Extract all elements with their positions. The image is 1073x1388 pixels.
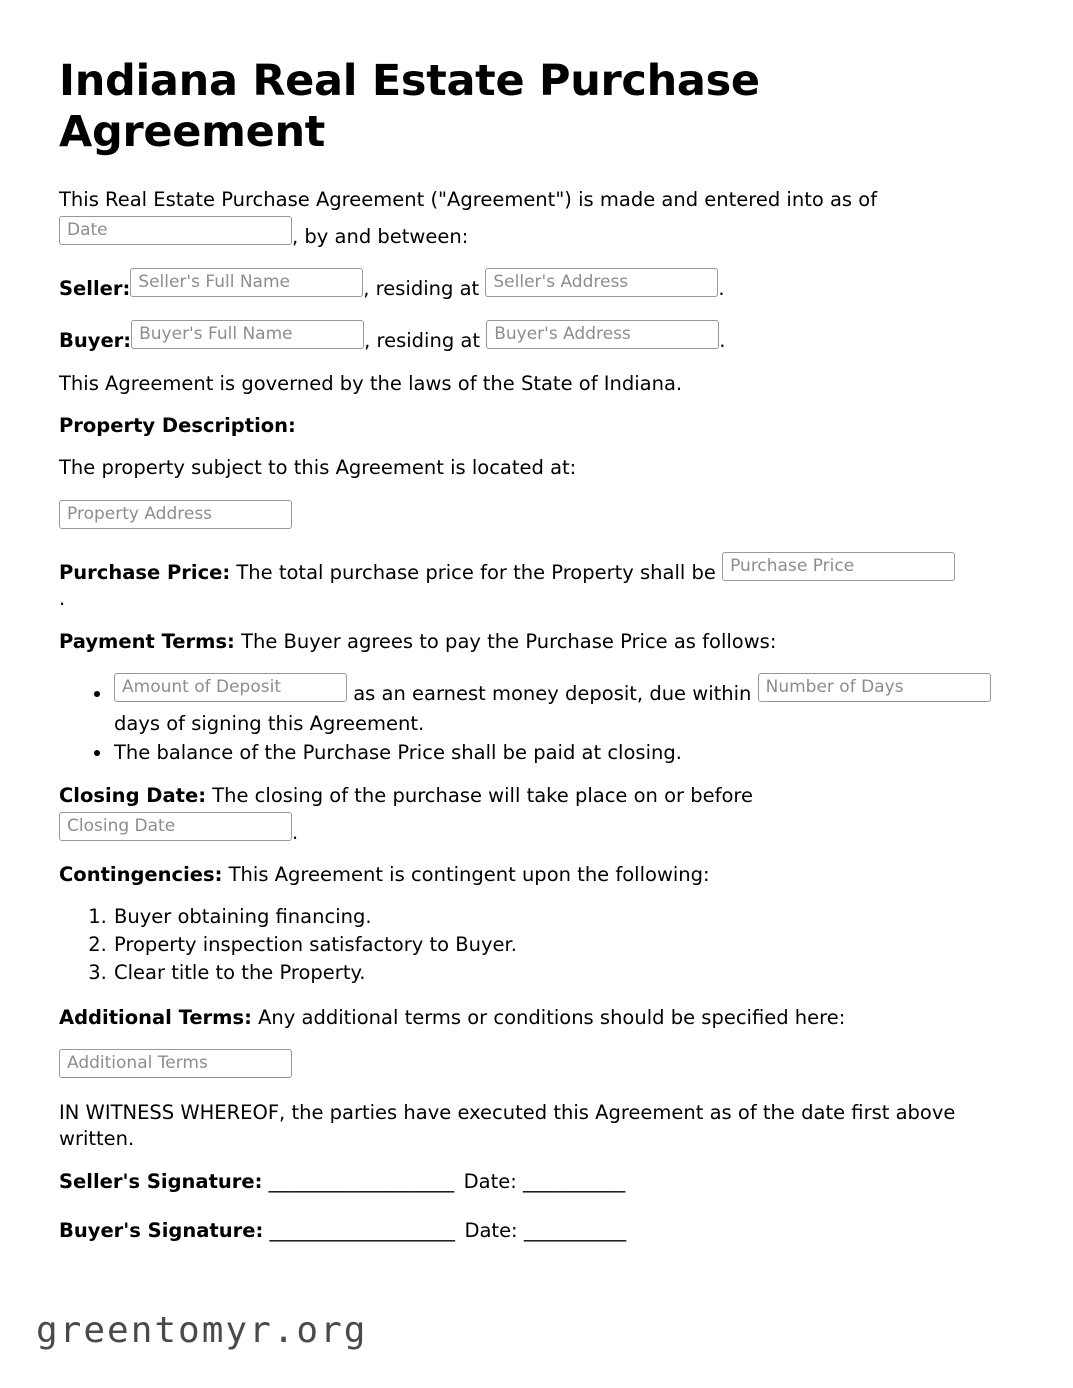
deposit-mid-text: as an earnest money deposit, due within xyxy=(353,681,752,705)
list-item-balance: • The balance of the Purchase Price shall be paid at closing. xyxy=(113,740,1013,767)
seller-label: Seller: xyxy=(59,277,131,301)
property-address-input[interactable]: Property Address xyxy=(59,500,292,529)
seller-line-period: . xyxy=(718,277,725,301)
payment-terms-list xyxy=(59,671,1013,767)
list-item: 3. Clear title to the Property. xyxy=(113,960,1013,987)
governing-law-paragraph: This Agreement is governed by the laws of the State of Indiana. xyxy=(59,371,683,395)
property-located-text: The property subject to this Agreement is located at: xyxy=(59,456,577,480)
seller-residing-text: , residing at xyxy=(363,277,480,301)
additional-terms-row xyxy=(59,1047,959,1083)
seller-signature-line[interactable]: ____________________ xyxy=(268,1170,454,1194)
intro-text-before-date: This Real Estate Purchase Agreement ("Agreement") is made and entered into as of xyxy=(59,188,878,212)
number-of-days-input[interactable]: Number of Days xyxy=(758,673,991,702)
payment-terms-paragraph xyxy=(59,629,959,655)
intro-paragraph xyxy=(59,187,959,250)
closing-date-label: Closing Date: xyxy=(59,784,207,808)
deposit-end-text: days of signing this Agreement. xyxy=(114,712,425,736)
payment-terms-text: The Buyer agrees to pay the Purchase Price as follows: xyxy=(241,629,777,653)
closing-date-text: The closing of the purchase will take place on or before xyxy=(212,784,754,808)
purchase-price-text: The total purchase price for the Property shall be xyxy=(236,560,716,584)
purchase-price-label: Purchase Price: xyxy=(59,560,231,584)
amount-of-deposit-input[interactable]: Amount of Deposit xyxy=(114,673,347,702)
list-item: 2. Property inspection satisfactory to Buyer. xyxy=(113,932,1013,959)
purchase-price-input[interactable]: Purchase Price xyxy=(722,552,955,581)
seller-date-line[interactable]: ___________ xyxy=(523,1170,625,1194)
intro-text-after-date: , by and between: xyxy=(292,224,469,248)
contingencies-text: This Agreement is contingent upon the following: xyxy=(228,862,710,886)
seller-date-label: Date: xyxy=(463,1170,517,1194)
additional-terms-input[interactable]: Additional Terms xyxy=(59,1049,292,1078)
closing-date-paragraph xyxy=(59,783,959,846)
buyer-residing-text: , residing at xyxy=(364,329,480,353)
payment-terms-label: Payment Terms: xyxy=(59,629,235,653)
list-item: 1. Buyer obtaining financing. xyxy=(113,904,1013,931)
seller-signature-label: Seller's Signature: xyxy=(59,1170,263,1194)
date-input[interactable]: Date xyxy=(59,216,292,245)
list-item-deposit xyxy=(113,671,1013,739)
contingencies-list xyxy=(59,904,1013,987)
property-address-row xyxy=(59,498,959,534)
buyer-line-period: . xyxy=(719,329,726,353)
purchase-price-paragraph xyxy=(59,550,959,613)
seller-signature-row xyxy=(59,1168,1013,1195)
additional-terms-text: Any additional terms or conditions should be specified here: xyxy=(258,1005,846,1029)
witness-paragraph: IN WITNESS WHEREOF, the parties have executed this Agreement as of the date first above written. xyxy=(59,1100,956,1150)
additional-terms-paragraph xyxy=(59,1005,959,1031)
buyer-address-input[interactable]: Buyer's Address xyxy=(486,320,719,349)
additional-terms-label: Additional Terms: xyxy=(59,1005,252,1029)
buyer-line xyxy=(59,318,959,354)
buyer-signature-row xyxy=(59,1217,1013,1244)
seller-address-input[interactable]: Seller's Address xyxy=(485,268,718,297)
buyer-date-label: Date: xyxy=(464,1219,518,1243)
page-title: Indiana Real Estate Purchase Agreement xyxy=(59,56,760,157)
contingencies-paragraph xyxy=(59,862,959,888)
purchase-price-period: . xyxy=(59,587,66,611)
contingencies-label: Contingencies: xyxy=(59,862,223,886)
buyer-signature-line[interactable]: ____________________ xyxy=(269,1219,455,1243)
seller-name-input[interactable]: Seller's Full Name xyxy=(130,268,363,297)
buyer-date-line[interactable]: ___________ xyxy=(523,1219,626,1243)
buyer-label: Buyer: xyxy=(59,329,132,353)
closing-date-input[interactable]: Closing Date xyxy=(59,812,292,841)
property-description-heading: Property Description: xyxy=(59,414,296,438)
closing-date-period: . xyxy=(292,820,299,844)
seller-line xyxy=(59,266,959,302)
site-watermark: greentomyr.org xyxy=(36,1310,368,1351)
buyer-signature-label: Buyer's Signature: xyxy=(59,1219,264,1243)
buyer-name-input[interactable]: Buyer's Full Name xyxy=(131,320,364,349)
